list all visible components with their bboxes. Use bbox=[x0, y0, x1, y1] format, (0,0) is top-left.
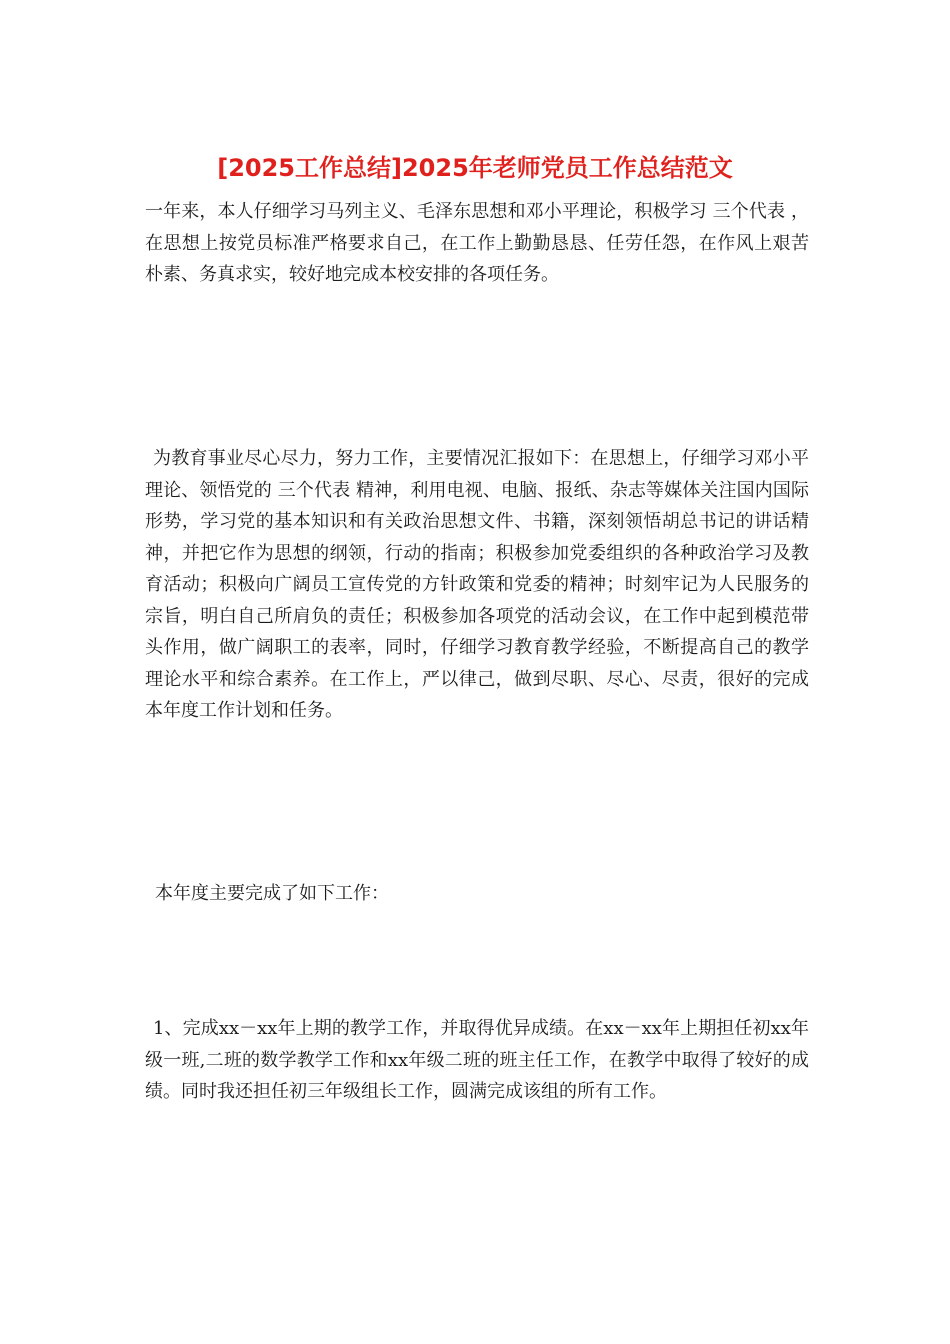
paragraph-item-1: 1、完成xx－xx年上期的教学工作，并取得优异成绩。在xx－xx年上期担任初xx年级一班,二班的数学教学工作和xx年级二班的班主任工作，在教学中取得了较好的成绩。同时我还担任初三年级组长工作，圆满完成该组的所有工作。 bbox=[145, 1018, 809, 1102]
paragraph-work-heading: 本年度主要完成了如下工作： bbox=[155, 883, 389, 904]
paragraph-intro: 一年来，本人仔细学习马列主义、毛泽东思想和邓小平理论，积极学习 三个代表 ，在思想上按党员标准严格要求自己，在工作上勤勤恳恳、任劳任怨，在作风上艰苦朴素、务真求实，较好地完成本校安排的各项任务。 bbox=[145, 201, 809, 285]
document-title: [2025工作总结]2025年老师党员工作总结范文 bbox=[217, 154, 733, 182]
paragraph-thought-work: 为教育事业尽心尽力，努力工作，主要情况汇报如下：在思想上，仔细学习邓小平理论、领悟党的 三个代表 精神，利用电视、电脑、报纸、杂志等媒体关注国内国际形势，学习党的基本知识和有关政治思想文件、书籍，深刻领悟胡总书记的讲话精神，并把它作为思想的纲领，行动的指南；积极参加党委组织的各种政治学习及教育活动；积极向广阔员工宣传党的方针政策和党委的精神；时刻牢记为人民服务的宗旨，明白自己所肩负的责任；积极参加各项党的活动会议，在工作中起到模范带头作用，做广阔职工的表率，同时，仔细学习教育教学经验，不断提高自己的教学理论水平和综合素养。在工作上，严以律己，做到尽职、尽心、尽责，很好的完成本年度工作计划和任务。 bbox=[145, 448, 809, 721]
